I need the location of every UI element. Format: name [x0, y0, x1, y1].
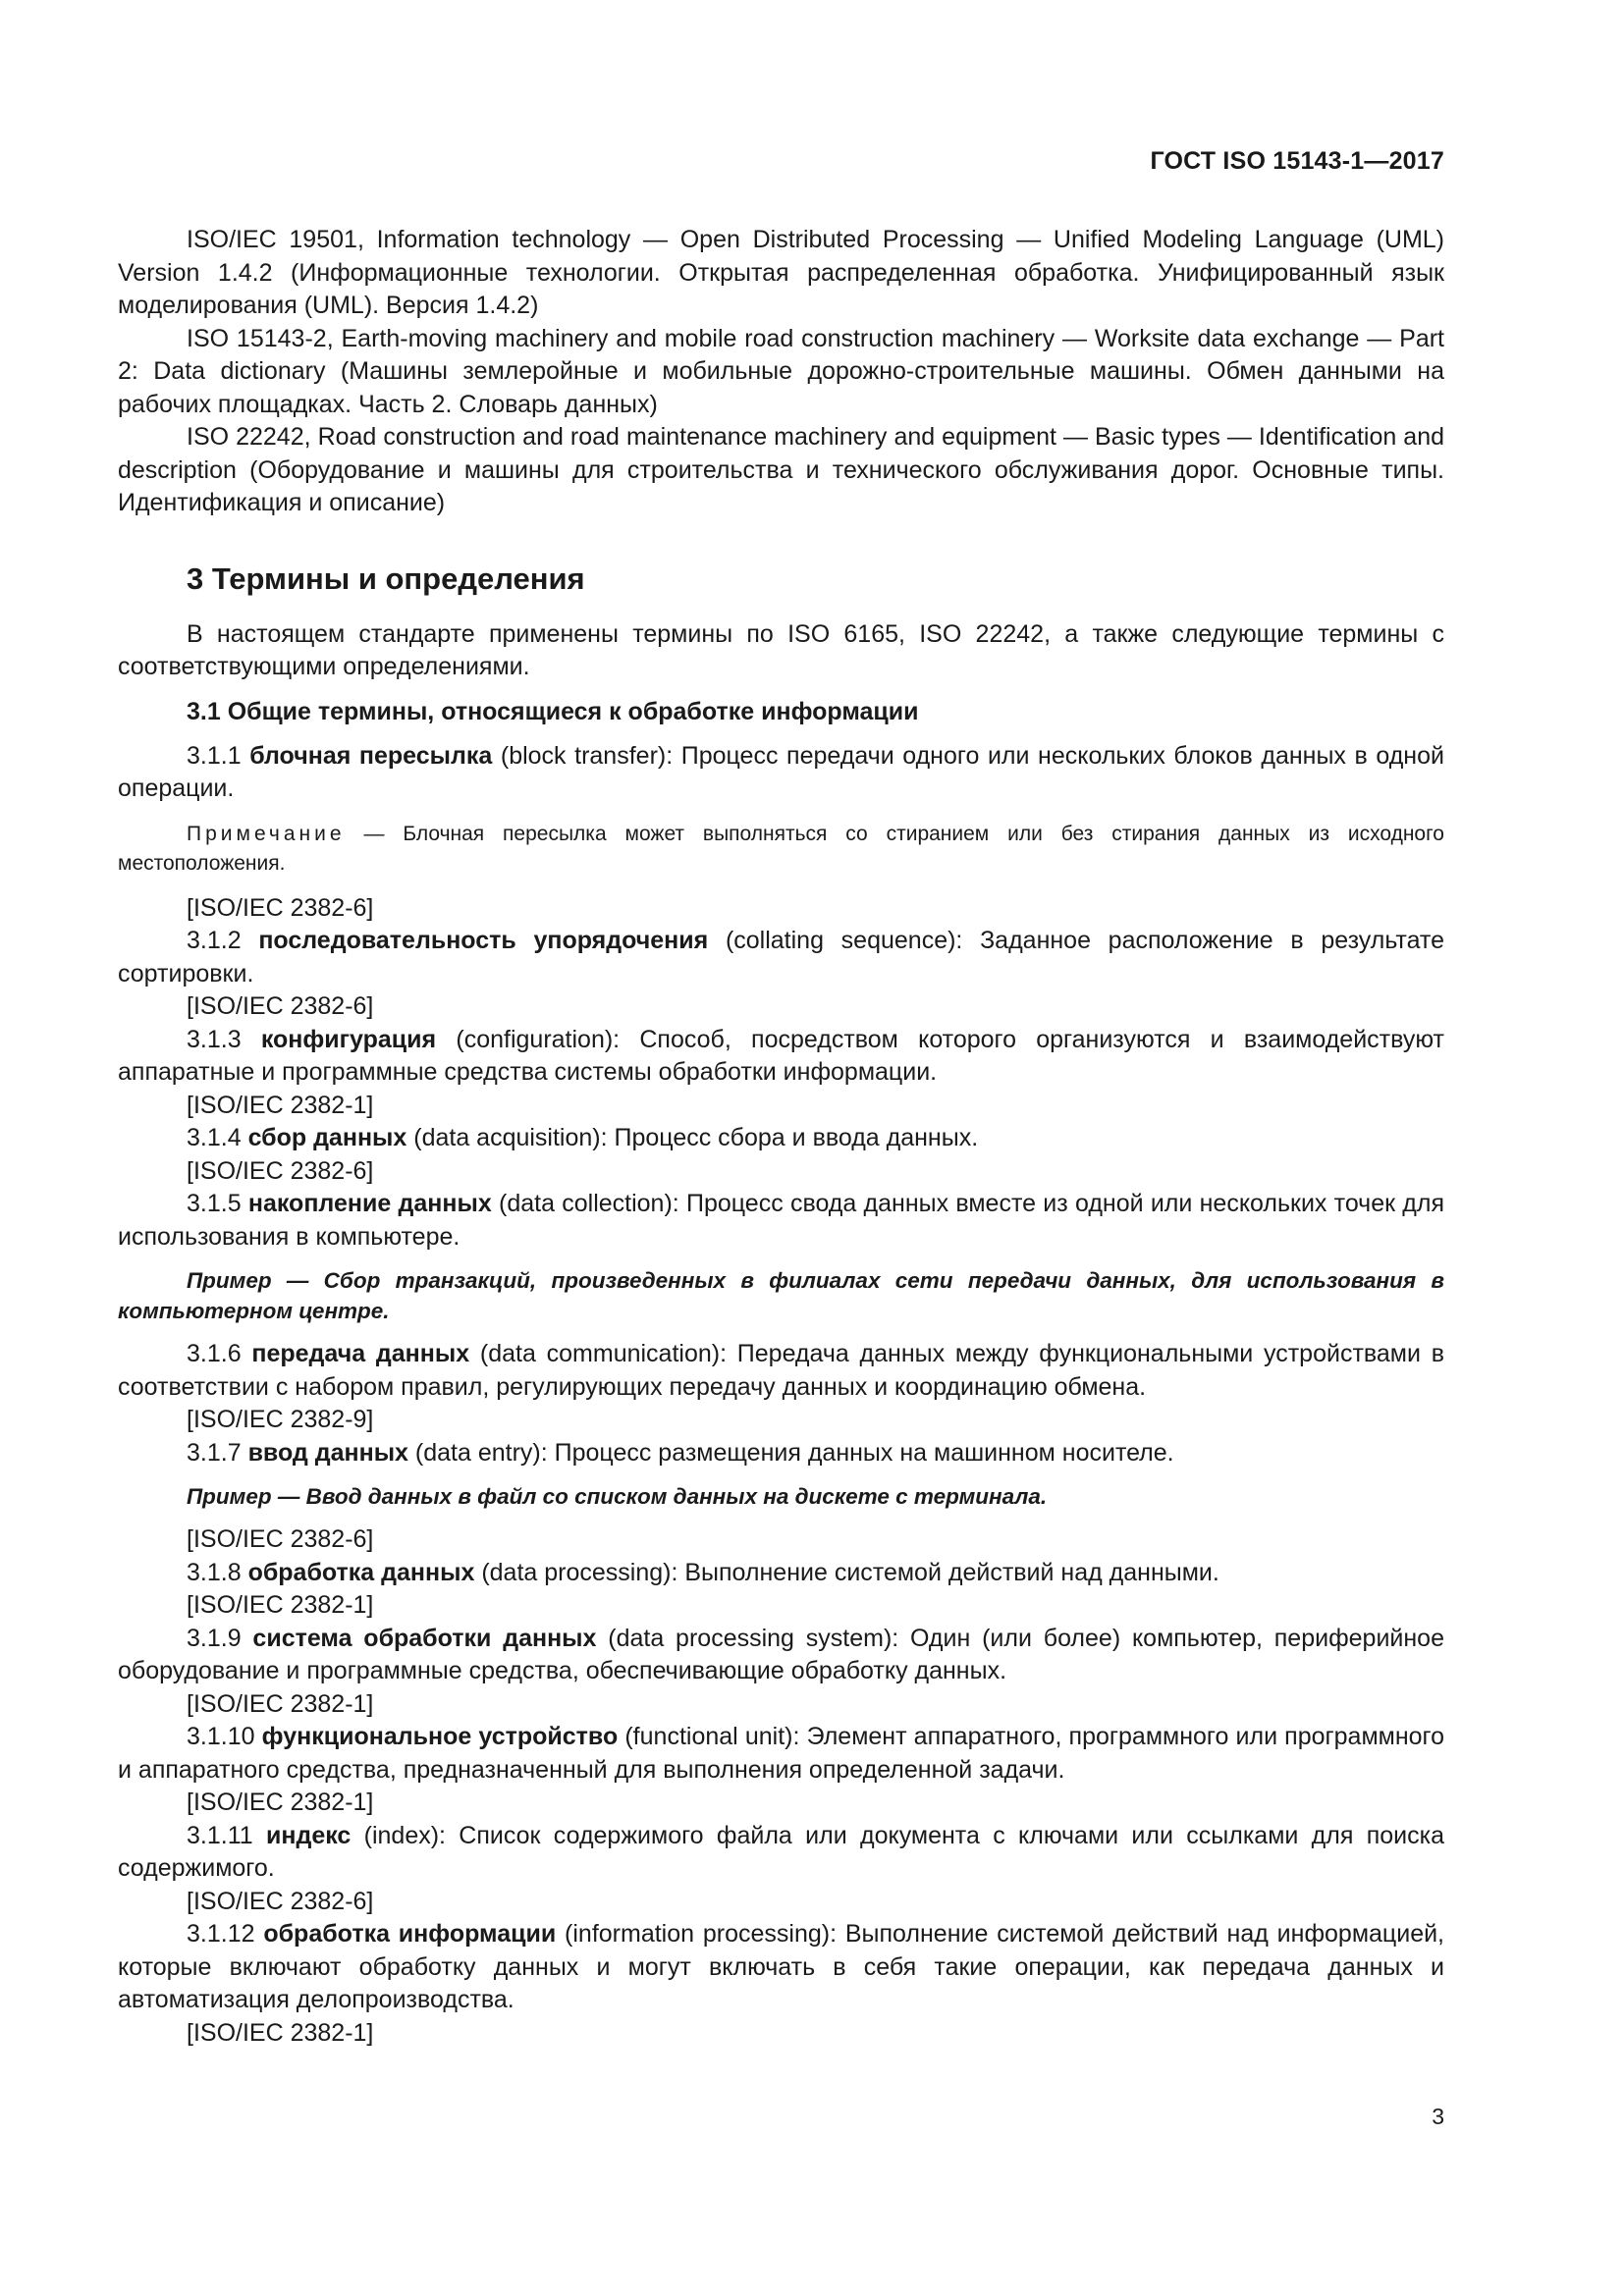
term-name: конфигурация	[260, 1025, 437, 1053]
term-number: 3.1.2	[187, 927, 242, 954]
normative-reference	[118, 421, 1444, 520]
term-number: 3.1.1	[187, 741, 242, 770]
term-name: обработка данных	[247, 1558, 475, 1586]
note-label: Примечание	[187, 822, 346, 845]
term-definition: (index): Список содержимого файла или документа с ключами или ссылками для поиска содержимого.	[118, 1821, 1445, 1882]
term-name: последовательность упорядочения	[258, 927, 709, 954]
term-name: система обработки данных	[252, 1624, 597, 1652]
reference-text: , Road construction and road maintenance machinery and equipment — Basic types — Identification and description (Оборудование и машины для строительства и технического обслуживания дорог. Основные типы. Идентификация и описание)	[118, 423, 1445, 516]
term-definition: (data processing): Выполнение системой действий над данными.	[474, 1558, 1219, 1586]
term-note	[118, 820, 1444, 879]
term-definition: (functional unit): Элемент аппаратного, программного или программного и аппаратного средства, предназначенный для выполнения определенной задачи.	[118, 1723, 1445, 1784]
term-entry	[118, 1557, 1444, 1590]
term-entry	[118, 1122, 1444, 1155]
term-entry	[118, 1188, 1444, 1254]
term-name: обработка информации	[263, 1920, 557, 1948]
term-number: 3.1.10	[187, 1723, 255, 1750]
reference-code: ISO 15143-2	[187, 324, 327, 352]
section-heading: 3 Термины и определения	[187, 561, 585, 596]
term-source: [ISO/IEC 2382-1]	[187, 1591, 374, 1619]
term-entry	[118, 740, 1444, 806]
reference-text: , Information technology — Open Distributed Processing — Unified Modeling Language (UML) Version 1.4.2 (Информационные технологии. Открытая распределенная обработка. Унифицированный язык моделирования (UML). Версия 1.4.2)	[118, 226, 1445, 319]
term-name: ввод данных	[247, 1438, 408, 1467]
term-example: Пример — Ввод данных в файл со списком данных на дискете с терминала.	[187, 1484, 1048, 1509]
term-definition: (configuration): Способ, посредством которого организуются и взаимодействуют аппаратные и программные средства системы обработки информации.	[118, 1025, 1444, 1086]
document-number-header: ГОСТ ISO 15143-1—2017	[1150, 147, 1444, 175]
reference-code: ISO/IEC 19501	[187, 226, 357, 253]
term-entry	[118, 1721, 1444, 1787]
page-number: 3	[1432, 2104, 1444, 2129]
term-source: [ISO/IEC 2382-1]	[187, 2018, 374, 2047]
term-entry	[118, 1024, 1444, 1090]
term-definition: (information processing): Выполнение системой действий над информацией, которые включают обработку данных и могут включать в себя такие операции, как передача данных и автоматизация делопроизводства.	[118, 1920, 1445, 2013]
term-number: 3.1.9	[187, 1624, 242, 1652]
reference-code: ISO 22242	[187, 423, 304, 451]
term-source: [ISO/IEC 2382-6]	[187, 1887, 374, 1915]
term-source: [ISO/IEC 2382-1]	[187, 1091, 374, 1119]
term-source: [ISO/IEC 2382-6]	[187, 992, 374, 1020]
term-example: Пример — Сбор транзакций, произведенных в филиалах сети передачи данных, для использования в компьютерном центре.	[118, 1268, 1444, 1323]
term-entry	[118, 1820, 1444, 1886]
term-number: 3.1.3	[187, 1025, 242, 1053]
term-entry	[118, 925, 1444, 990]
term-number: 3.1.4	[187, 1124, 242, 1151]
term-number: 3.1.12	[187, 1920, 255, 1948]
term-number: 3.1.6	[187, 1340, 242, 1367]
subsection-heading: 3.1 Общие термины, относящиеся к обработке информации	[187, 697, 919, 725]
term-definition: (collating sequence): Заданное расположение в результате сортировки.	[118, 927, 1444, 988]
term-entry	[118, 1338, 1444, 1404]
section-intro: В настоящем стандарте применены термины по ISO 6165, ISO 22242, а также следующие термины с соответствующими определениями.	[118, 619, 1444, 680]
term-name: передача данных	[251, 1340, 470, 1367]
term-definition: (block transfer): Процесс передачи одного или нескольких блоков данных в одной операции.	[118, 741, 1444, 802]
term-name: накопление данных	[247, 1190, 492, 1217]
page-body	[118, 224, 1444, 2050]
term-name: сбор данных	[247, 1124, 407, 1151]
term-source: [ISO/IEC 2382-6]	[187, 1525, 374, 1553]
term-entry	[118, 1918, 1444, 2017]
reference-text: , Earth-moving machinery and mobile road construction machinery — Worksite data exchange — Part 2: Data dictionary (Машины землеройные и мобильные дорожно-строительные машины. Обмен данными на рабочих площадках. Часть 2. Словарь данных)	[118, 324, 1444, 418]
term-entry	[118, 1437, 1444, 1470]
term-definition: (data acquisition): Процесс сбора и ввода данных.	[406, 1124, 979, 1151]
normative-reference	[118, 224, 1444, 323]
term-entry	[118, 1623, 1444, 1688]
term-definition: (data processing system): Один (или более) компьютер, периферийное оборудование и программные средства, обеспечивающие обработку данных.	[118, 1624, 1444, 1684]
term-source: [ISO/IEC 2382-1]	[187, 1689, 374, 1718]
term-source: [ISO/IEC 2382-9]	[187, 1406, 374, 1433]
term-number: 3.1.8	[187, 1558, 242, 1586]
term-definition: (data communication): Передача данных между функциональными устройствами в соответствии с набором правил, регулирующих передачу данных и координацию обмена.	[118, 1340, 1445, 1401]
term-number: 3.1.7	[187, 1438, 242, 1467]
term-name: блочная пересылка	[249, 741, 493, 770]
term-definition: (data entry): Процесс размещения данных на машинном носителе.	[407, 1438, 1174, 1467]
term-name: индекс	[265, 1821, 352, 1849]
term-number: 3.1.11	[187, 1821, 253, 1849]
term-name: функциональное устройство	[261, 1723, 619, 1750]
term-source: [ISO/IEC 2382-1]	[187, 1789, 374, 1816]
term-source: [ISO/IEC 2382-6]	[187, 893, 374, 922]
term-source: [ISO/IEC 2382-6]	[187, 1156, 374, 1185]
note-text: — Блочная пересылка может выполняться со стиранием или без стирания данных из исходного местоположения.	[118, 822, 1444, 875]
term-number: 3.1.5	[187, 1190, 242, 1217]
normative-reference	[118, 323, 1444, 422]
term-definition: (data collection): Процесс свода данных вместе из одной или нескольких точек для использования в компьютере.	[118, 1190, 1445, 1251]
